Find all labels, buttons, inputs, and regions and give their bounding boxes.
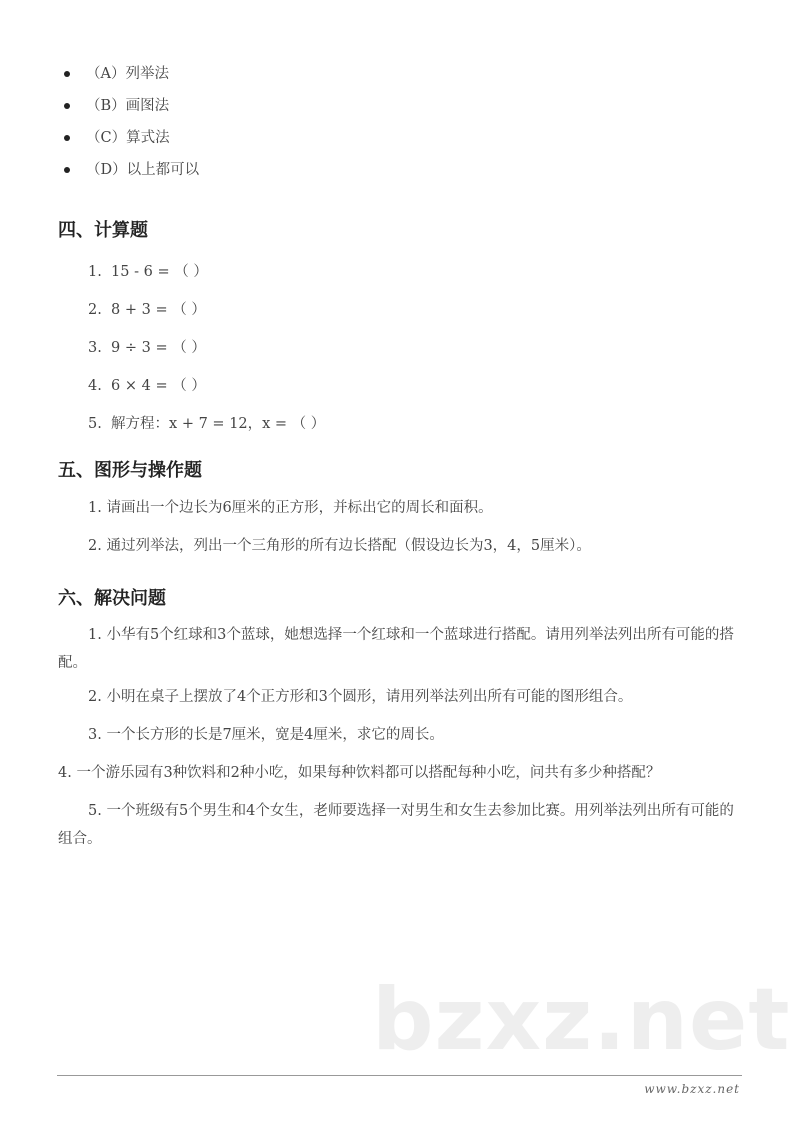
calc-item: 5. 解方程：x + 7 = 12，x = （ ） xyxy=(88,416,326,432)
option-d xyxy=(58,154,199,186)
bullet-icon xyxy=(64,103,70,109)
geometry-item: 1. 请画出一个边长为6厘米的正方形，并标出它的周长和面积。 xyxy=(88,500,493,516)
geometry-item: 2. 通过列举法，列出一个三角形的所有边长搭配（假设边长为3，4，5厘米）。 xyxy=(88,538,591,554)
footer-url: www.bzxz.net xyxy=(644,1082,740,1096)
bullet-icon xyxy=(64,135,70,141)
watermark-text: bzxz.net xyxy=(372,970,791,1070)
choice-options-list xyxy=(58,58,199,186)
calc-item: 4. 6 × 4 = （ ） xyxy=(88,378,206,394)
section-title-problems: 六、解决问题 xyxy=(58,588,166,609)
option-label: （B）画图法 xyxy=(86,98,170,114)
bullet-icon xyxy=(64,167,70,173)
problem-item: 3. 一个长方形的长是7厘米，宽是4厘米，求它的周长。 xyxy=(88,727,444,743)
section-title-geometry: 五、图形与操作题 xyxy=(58,460,202,481)
option-c xyxy=(58,122,199,154)
option-label: （A）列举法 xyxy=(86,66,169,82)
problem-item: 2. 小明在桌子上摆放了4个正方形和3个圆形，请用列举法列出所有可能的图形组合。 xyxy=(88,689,633,705)
bullet-icon xyxy=(64,71,70,77)
option-a xyxy=(58,58,199,90)
problem-item: 5. 一个班级有5个男生和4个女生，老师要选择一对男生和女生去参加比赛。用列举法列出所有可能的组合。 xyxy=(58,803,734,847)
option-label: （D）以上都可以 xyxy=(86,162,200,178)
problem-item: 1. 小华有5个红球和3个蓝球，她想选择一个红球和一个蓝球进行搭配。请用列举法列出所有可能的搭配。 xyxy=(58,627,734,671)
calc-item: 2. 8 + 3 = （ ） xyxy=(88,302,206,318)
calculation-list xyxy=(88,253,325,443)
option-b xyxy=(58,90,199,122)
option-label: （C）算式法 xyxy=(86,130,170,146)
calc-item: 1. 15 - 6 = （ ） xyxy=(88,264,208,280)
section-title-calculation: 四、计算题 xyxy=(58,220,148,241)
footer-divider xyxy=(57,1075,742,1076)
problem-item: 4. 一个游乐园有3种饮料和2种小吃，如果每种饮料都可以搭配每种小吃，问共有多少种搭配？ xyxy=(58,765,661,781)
calc-item: 3. 9 ÷ 3 = （ ） xyxy=(88,340,206,356)
